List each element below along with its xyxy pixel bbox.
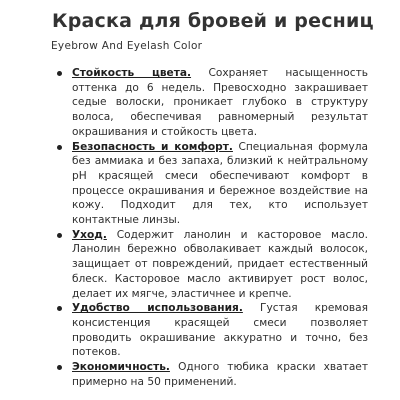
page-subtitle: Eyebrow And Eyelash Color	[51, 40, 203, 52]
feature-title: Уход.	[72, 228, 107, 241]
feature-item-color-durability	[56, 66, 368, 140]
feature-text: Сохраняет насыщенность оттенка до 6 недель. Превосходно закрашивает седые волоски, проникает глубоко в структуру волоса, обеспечивая равномерный результат окрашивания и стойкость цвета.	[72, 67, 368, 138]
feature-item-safety-comfort	[56, 140, 368, 228]
feature-item-ease-of-use	[56, 301, 368, 360]
feature-item-economy	[56, 360, 368, 389]
page-title: Краска для бровей и ресниц	[52, 10, 374, 32]
feature-text: Густая кремовая консистенция красящей смеси позволяет проводить окрашивание аккуратно и точно, без потеков.	[72, 302, 369, 359]
feature-list	[56, 66, 368, 389]
feature-text: Специальная формула без аммиака и без запаха, близкий к нейтральному pH красящей смеси обеспечивают комфорт в процессе окрашивания и бережное воздействие на кожу. Подходит для тех, кто использует контактные линзы.	[72, 140, 369, 227]
feature-title: Удобство использования.	[72, 302, 243, 315]
feature-item-care	[56, 228, 368, 302]
feature-title: Стойкость цвета.	[72, 67, 192, 79]
feature-text: Содержит ланолин и касторовое масло. Ланолин бережно обволакивает каждый волосок, защищает от повреждений, придает естественный блеск. Касторовое масло активирует рост волос, делает их мягче, эластичнее и крепче.	[72, 228, 368, 300]
feature-title: Безопасность и комфорт.	[72, 140, 233, 153]
feature-title: Экономичность.	[72, 361, 170, 374]
feature-text: Одного тюбика краски хватает примерно на 50 применений.	[72, 361, 368, 388]
